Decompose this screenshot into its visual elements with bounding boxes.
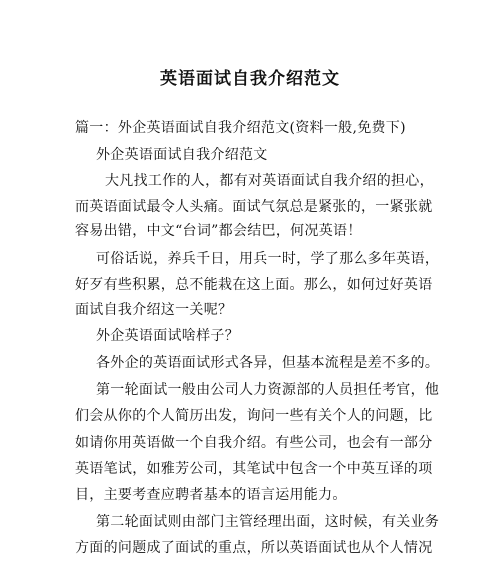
subheading: 外企英语面试自我介绍范文 <box>96 147 268 163</box>
paragraph-line: 方面的问题成了面试的重点，所以英语面试也从个人情况 <box>75 540 433 556</box>
paragraph-line: 而英语面试最令人头痛。面试气氛总是紧张的，一紧张就 <box>75 199 433 215</box>
paragraph-line: 如请你用英语做一个自我介绍。有些公司，也会有一部分 <box>75 435 433 451</box>
paragraph-line: 大凡找工作的人，都有对英语面试自我介绍的担心， <box>105 173 434 189</box>
paragraph-line: 各外企的英语面试形式各异，但基本流程是差不多的。 <box>96 355 440 371</box>
section-heading: 篇一：外企英语面试自我介绍范文(资料一般,免费下) <box>75 120 406 136</box>
paragraph-line: 面试自我介绍这一关呢？ <box>75 302 233 318</box>
document-title: 英语面试自我介绍范文 <box>160 69 340 89</box>
paragraph-line: 可俗话说，养兵千日，用兵一时，学了那么多年英语， <box>96 251 440 267</box>
paragraph-line: 英语笔试，如雅芳公司，其笔试中包含一个中英互译的项 <box>75 461 433 477</box>
paragraph-line: 们会从你的个人简历出发，询问一些有关个人的问题，比 <box>75 408 433 424</box>
paragraph-line: 第一轮面试一般由公司人力资源部的人员担任考官，他 <box>96 382 440 398</box>
paragraph-line: 第二轮面试则由部门主管经理出面，这时候，有关业务 <box>96 514 440 530</box>
paragraph-line: 好歹有些积累，总不能栽在这上面。那么，如何过好英语 <box>75 277 433 293</box>
paragraph-line: 目，主要考查应聘者基本的语言运用能力。 <box>75 487 347 503</box>
paragraph-line: 容易出错，中文“台词”都会结巴，何况英语！ <box>75 223 362 239</box>
paragraph-line: 外企英语面试啥样子？ <box>96 328 239 344</box>
